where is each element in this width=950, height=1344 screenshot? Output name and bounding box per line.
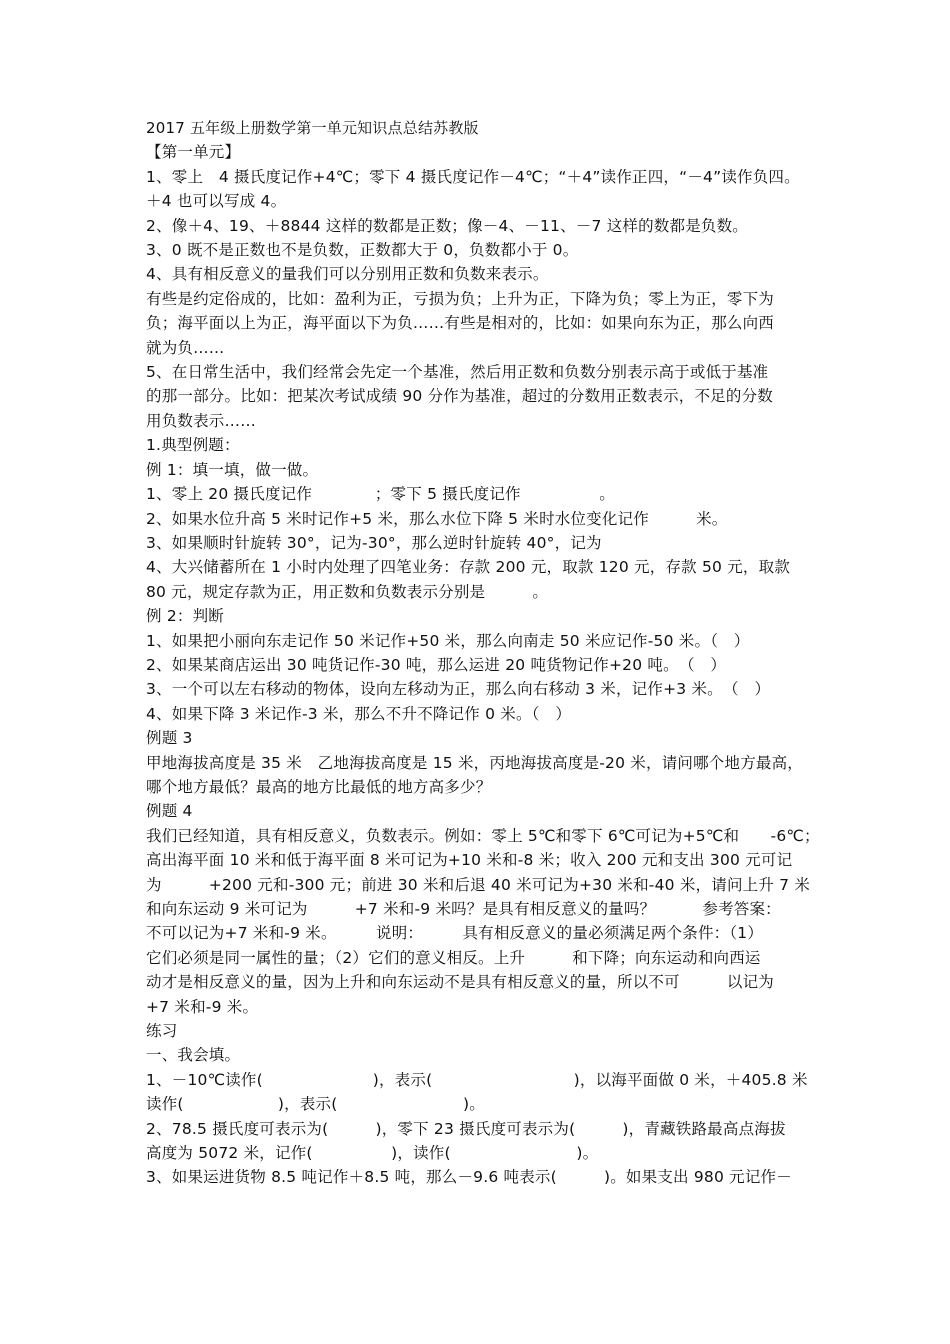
text-line: 2、像＋4、19、＋8844 这样的数都是正数；像－4、－11、－7 这样的数都是负数。 (146, 216, 748, 235)
text-line: 例题 4 (146, 802, 193, 821)
text-line: 1、零上 20 摄氏度记作 ；零下 5 摄氏度记作 。 (146, 485, 615, 504)
text-line: 为 +200 元和-300 元；前进 30 米和后退 40 米可记为+30 米和-40 米，请问上升 7 米 (146, 875, 811, 894)
text-line: 3、如果运进货物 8.5 吨记作＋8.5 吨，那么－9.6 吨表示( )。如果支出 980 元记作－ (146, 1168, 792, 1187)
text-line: 甲地海拔高度是 35 米 乙地海拔高度是 15 米，丙地海拔高度是-20 米，请问哪个地方最高， (146, 753, 804, 772)
document-title: 2017 五年级上册数学第一单元知识点总结苏教版 (146, 119, 479, 137)
text-line: 例 2：判断 (146, 607, 224, 626)
text-line: 一、我会填。 (146, 1046, 241, 1065)
text-line: 3、一个可以左右移动的物体，设向左移动为正，那么向右移动 3 米，记作+3 米。 （ ） (146, 680, 771, 699)
text-line: 高出海平面 10 米和低于海平面 8 米可记为+10 米和-8 米；收入 200 元和支出 300 元可记 (146, 851, 793, 870)
text-line: 的那一部分。比如：把某次考试成绩 90 分作为基准，超过的分数用正数表示，不足的分数 (146, 387, 773, 406)
text-line: 用负数表示…… (146, 411, 256, 430)
text-line: 我们已经知道，具有相反意义，负数表示。例如：零上 5℃和零下 6℃可记为+5℃和 -6℃； (146, 826, 820, 845)
text-line: 2、78.5 摄氏度可表示为( )，零下 23 摄氏度可表示为( )，青藏铁路最高点海拔 (146, 1119, 786, 1138)
text-line: 不可以记为+7 米和-9 米。 说明： 具有相反意义的量必须满足两个条件：（1） (146, 924, 764, 943)
text-line: 【第一单元】 (146, 143, 241, 162)
text-line: 它们必须是同一属性的量；（2）它们的意义相反。上升 和下降；向东运动和向西运 (146, 948, 761, 967)
text-line: 例题 3 (146, 729, 193, 748)
text-line: 1、零上 4 摄氏度记作+4℃；零下 4 摄氏度记作－4℃；“＋4”读作正四，“－4”读作负四。 (146, 167, 800, 186)
text-line: 2、如果某商店运出 30 吨货记作-30 吨，那么运进 20 吨货物记作+20 吨。 （ ） (146, 655, 727, 674)
text-line: 1.典型例题： (146, 436, 240, 455)
text-line: 动才是相反意义的量，因为上升和向东运动不是具有相反意义的量，所以不可 以记为 (146, 973, 775, 992)
text-line: 例 1：填一填，做一做。 (146, 460, 319, 479)
text-line: 高度为 5072 米，记作( )，读作( )。 (146, 1144, 599, 1163)
text-line: ＋4 也可以写成 4。 (146, 192, 287, 211)
document-body (146, 116, 820, 1190)
text-line: 4、大兴储蓄所在 1 小时内处理了四笔业务：存款 200 元，取款 120 元，存款 50 元，取款 (146, 558, 791, 577)
text-line: 1、－10℃读作( )，表示( )，以海平面做 0 米，＋405.8 米 (146, 1070, 808, 1089)
text-line: 4、具有相反意义的量我们可以分别用正数和负数来表示。 (146, 265, 549, 284)
text-line: 2、如果水位升高 5 米时记作+5 米，那么水位下降 5 米时水位变化记作 米。 (146, 509, 728, 528)
text-line: +7 米和-9 米。 (146, 997, 259, 1016)
text-line: 就为负…… (146, 338, 225, 357)
text-line: 3、0 既不是正数也不是负数，正数都大于 0，负数都小于 0。 (146, 241, 579, 260)
text-line: 负；海平面以上为正，海平面以下为负……有些是相对的，比如：如果向东为正，那么向西 (146, 314, 775, 333)
document-text (146, 140, 820, 1189)
text-line: 和向东运动 9 米可记为 +7 米和-9 米吗？是具有相反意义的量吗？ 参考答案： (146, 900, 781, 918)
text-line: 1、如果把小丽向东走记作 50 米记作+50 米，那么向南走 50 米应记作-50 米。（ ） (146, 631, 750, 650)
text-line: 哪个地方最低？最高的地方比最低的地方高多少？ (146, 777, 492, 796)
text-line: 5、在日常生活中，我们经常会先定一个基准，然后用正数和负数分别表示高于或低于基准 (146, 363, 769, 382)
text-line: 读作( )，表示( )。 (146, 1095, 485, 1114)
text-line: 练习 (146, 1022, 178, 1041)
text-line: 4、如果下降 3 米记作-3 米，那么不升不降记作 0 米。（ ） (146, 704, 572, 723)
text-line: 80 元，规定存款为正，用正数和负数表示分别是 。 (146, 582, 549, 601)
text-line: 3、如果顺时针旋转 30°，记为-30°，那么逆时针旋转 40°，记为 (146, 533, 602, 552)
text-line: 有些是约定俗成的，比如：盈利为正，亏损为负；上升为正，下降为负；零上为正，零下为 (146, 289, 775, 308)
